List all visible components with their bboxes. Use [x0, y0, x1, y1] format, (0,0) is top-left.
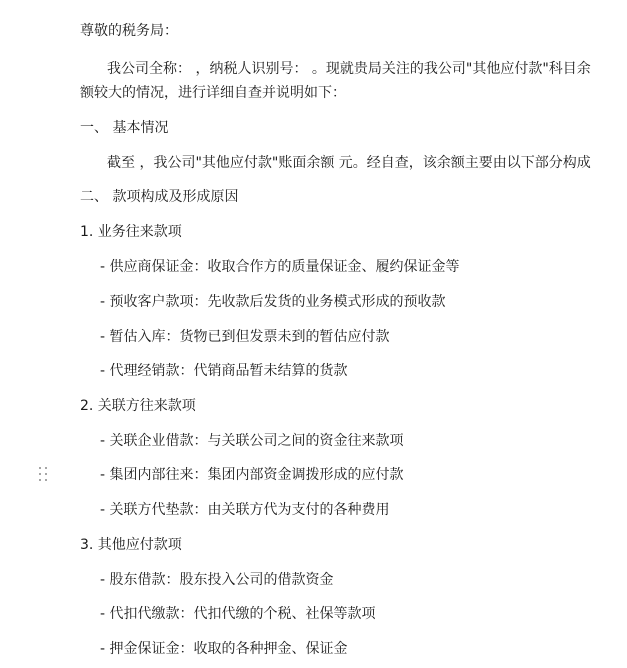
list-item: - 供应商保证金：收取合作方的质量保证金、履约保证金等 [100, 259, 460, 275]
list-item: - 代扣代缴款：代扣代缴的个税、社保等款项 [100, 606, 376, 622]
list-item: - 关联方代垫款：由关联方代为支付的各种费用 [100, 502, 390, 518]
salutation: 尊敬的税务局： [80, 23, 178, 39]
group-heading-related-party: 2. 关联方往来款项 [80, 398, 196, 414]
list-item: - 代理经销款：代销商品暂未结算的货款 [100, 363, 348, 379]
group-heading-business: 1. 业务往来款项 [80, 224, 182, 240]
section-basic-info-text: 截至 ，我公司"其他应付款"账面余额 元。经自查，该余额主要由以下部分构成 [107, 155, 591, 171]
list-item: - 关联企业借款：与关联公司之间的资金往来款项 [100, 433, 404, 449]
list-item: - 集团内部往来：集团内部资金调拨形成的应付款 [100, 467, 404, 483]
group-heading-other: 3. 其他应付款项 [80, 537, 182, 553]
intro-line-2: 额较大的情况，进行详细自查并说明如下： [80, 85, 346, 101]
list-item: - 预收客户款项：先收款后发货的业务模式形成的预收款 [100, 294, 446, 310]
list-item: - 暂估入库：货物已到但发票未到的暂估应付款 [100, 329, 390, 345]
drag-handle-icon[interactable] [38, 466, 48, 482]
section-heading-basic-info: 一、 基本情况 [80, 120, 169, 136]
list-item: - 股东借款：股东投入公司的借款资金 [100, 572, 334, 588]
section-heading-composition: 二、 款项构成及形成原因 [80, 189, 239, 205]
list-item: - 押金保证金：收取的各种押金、保证金 [100, 641, 348, 657]
intro-line-1: 我公司全称： ，纳税人识别号： 。现就贵局关注的我公司"其他应付款"科目余 [107, 61, 591, 77]
